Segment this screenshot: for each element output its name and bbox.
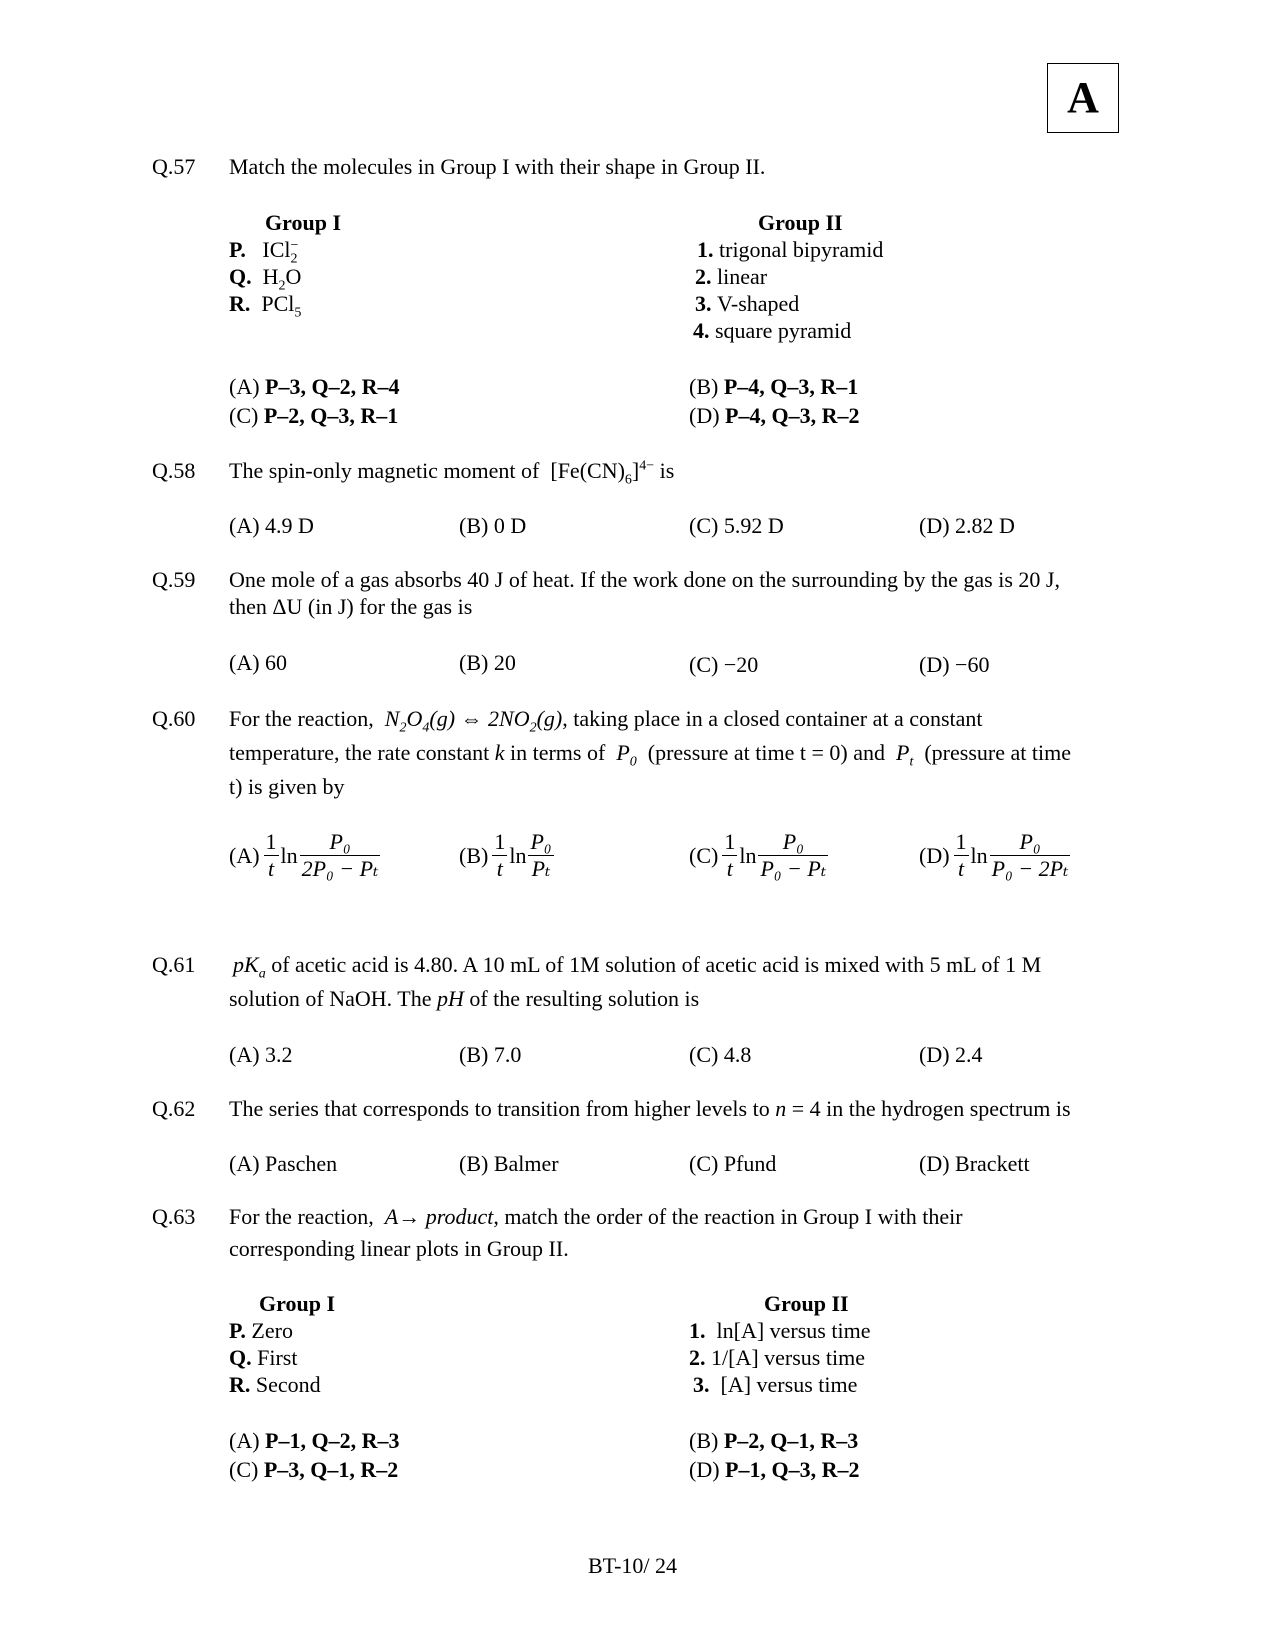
question-stem-line: One mole of a gas absorbs 40 J of heat. If the work done on the surrounding by the gas is 20 J, [229, 567, 1060, 592]
option-b[interactable]: (B) P–2, Q–1, R–3 [689, 1428, 859, 1453]
option-d[interactable]: (D) −60 [919, 652, 990, 677]
question-stem: Match the molecules in Group I with their shape in Group II. [229, 154, 766, 179]
question-number: Q.60 [152, 706, 196, 731]
group-1-item: R. Second [229, 1372, 321, 1397]
question-stem-line: For the reaction, A→ product, match the order of the reaction in Group I with their [229, 1204, 963, 1229]
option-a[interactable]: (A) $\frac{1}{t}$ ln $\frac{\text{P₀}}{\text{2P₀ − Pₜ}}$ [229, 829, 379, 882]
option-a[interactable]: (A) P–1, Q–2, R–3 [229, 1428, 400, 1453]
group-2-title: Group II [758, 210, 843, 235]
group-1-item: Q. First [229, 1345, 298, 1370]
group-1-item: R. PCl$_5$ [229, 291, 302, 321]
option-c[interactable]: (C) P–2, Q–3, R–1 [229, 403, 399, 428]
option-b[interactable]: (B) P–4, Q–3, R–1 [689, 374, 859, 399]
option-c[interactable]: (C) 4.8 [689, 1042, 752, 1067]
option-c[interactable]: (C) −20 [689, 652, 759, 677]
reaction-equation: $N_2O_4(g)$ ⇔ $2NO_2(g)$ [384, 706, 563, 736]
option-d[interactable]: (D) 2.4 [919, 1042, 983, 1067]
fraction-pressure: $\frac{\text{P₀}}{\text{P₀ − Pₜ}}$ [760, 829, 827, 882]
group-2-title: Group II [764, 1291, 849, 1316]
question-number: Q.63 [152, 1204, 196, 1229]
question-number: Q.57 [152, 154, 196, 179]
question-stem: The spin-only magnetic moment of $[Fe(CN)_6]^{4-}$ is [229, 458, 675, 488]
option-a[interactable]: (A) 3.2 [229, 1042, 293, 1067]
option-c[interactable]: (C) P–3, Q–1, R–2 [229, 1457, 399, 1482]
option-d[interactable]: (D) P–4, Q–3, R–2 [689, 403, 860, 428]
question-stem-line: $pK_a$ of acetic acid is 4.80. A 10 mL of 1M solution of acetic acid is mixed with 5 mL of 1 M [233, 952, 1042, 982]
group-1-title: Group I [265, 210, 342, 235]
group-1-title: Group I [259, 1291, 336, 1316]
question-stem-line: temperature, the rate constant k in terms of $P_0$ (pressure at time t = 0) and $P_t$ (pressure at time [229, 740, 1071, 770]
option-a[interactable]: (A) Paschen [229, 1151, 338, 1176]
option-c[interactable]: (C) 5.92 D [689, 513, 784, 538]
option-b[interactable]: (B) $\frac{1}{t}$ ln $\frac{\text{P₀}}{\text{Pₜ}}$ [459, 829, 552, 882]
fraction-pressure: $\frac{\text{P₀}}{\text{P₀ − 2Pₜ}}$ [991, 829, 1069, 882]
option-d[interactable]: (D) 2.82 D [919, 513, 1015, 538]
question-number: Q.58 [152, 458, 196, 483]
option-d[interactable]: (D) $\frac{1}{t}$ ln $\frac{\text{P₀}}{\text{P₀ − 2Pₜ}}$ [919, 829, 1069, 882]
question-number: Q.62 [152, 1096, 196, 1121]
question-stem: The series that corresponds to transition from higher levels to n = 4 in the hydrogen spectrum is [229, 1096, 1071, 1121]
option-b[interactable]: (B) 20 [459, 650, 516, 675]
group-2-item: 3. V-shaped [695, 291, 800, 316]
group-1-item: P. Zero [229, 1318, 293, 1343]
option-a[interactable]: (A) 4.9 D [229, 513, 314, 538]
group-2-item: 4. square pyramid [693, 318, 852, 343]
option-b[interactable]: (B) Balmer [459, 1151, 559, 1176]
group-1-item: Q. $H_2O$ [229, 264, 302, 294]
option-b[interactable]: (B) 0 D [459, 513, 527, 538]
fraction-one-over-t: $\frac{1}{t}$ [724, 829, 736, 882]
group-2-item: 1. ln[A] versus time [689, 1318, 871, 1343]
fraction-one-over-t: $\frac{1}{t}$ [494, 829, 506, 882]
question-number: Q.61 [152, 952, 196, 977]
fraction-one-over-t: $\frac{1}{t}$ [265, 829, 277, 882]
option-a[interactable]: (A) 60 [229, 650, 288, 675]
option-c[interactable]: (C) Pfund [689, 1151, 777, 1176]
group-1-item: P. ICl$_2$− [229, 237, 299, 267]
option-c[interactable]: (C) $\frac{1}{t}$ ln $\frac{\text{P₀}}{\text{P₀ − Pₜ}}$ [689, 829, 827, 882]
page-footer: BT-10/ 24 [588, 1553, 678, 1578]
option-b[interactable]: (B) 7.0 [459, 1042, 522, 1067]
group-2-item: 1. trigonal bipyramid [697, 237, 884, 262]
question-number: Q.59 [152, 567, 196, 592]
option-a[interactable]: (A) P–3, Q–2, R–4 [229, 374, 400, 399]
paper-code-box: A [1047, 63, 1119, 133]
question-stem-line: solution of NaOH. The pH of the resulting solution is [229, 986, 700, 1011]
question-stem-line: t) is given by [229, 774, 345, 799]
fraction-one-over-t: $\frac{1}{t}$ [955, 829, 967, 882]
fraction-pressure: $\frac{\text{P₀}}{\text{2P₀ − Pₜ}}$ [301, 829, 379, 882]
group-2-item: 2. 1/[A] versus time [689, 1345, 865, 1370]
option-d[interactable]: (D) P–1, Q–3, R–2 [689, 1457, 860, 1482]
group-2-item: 3. [A] versus time [693, 1372, 858, 1397]
question-stem-line: then ΔU (in J) for the gas is [229, 594, 473, 619]
option-d[interactable]: (D) Brackett [919, 1151, 1030, 1176]
fraction-pressure: $\frac{\text{P₀}}{\text{Pₜ}}$ [530, 829, 552, 882]
question-stem-line: corresponding linear plots in Group II. [229, 1236, 569, 1261]
group-2-item: 2. linear [695, 264, 768, 289]
question-stem-line: For the reaction, $N_2O_4(g)$ ⇔ $2NO_2(g)$, taking place in a closed container at a constant [229, 706, 983, 736]
